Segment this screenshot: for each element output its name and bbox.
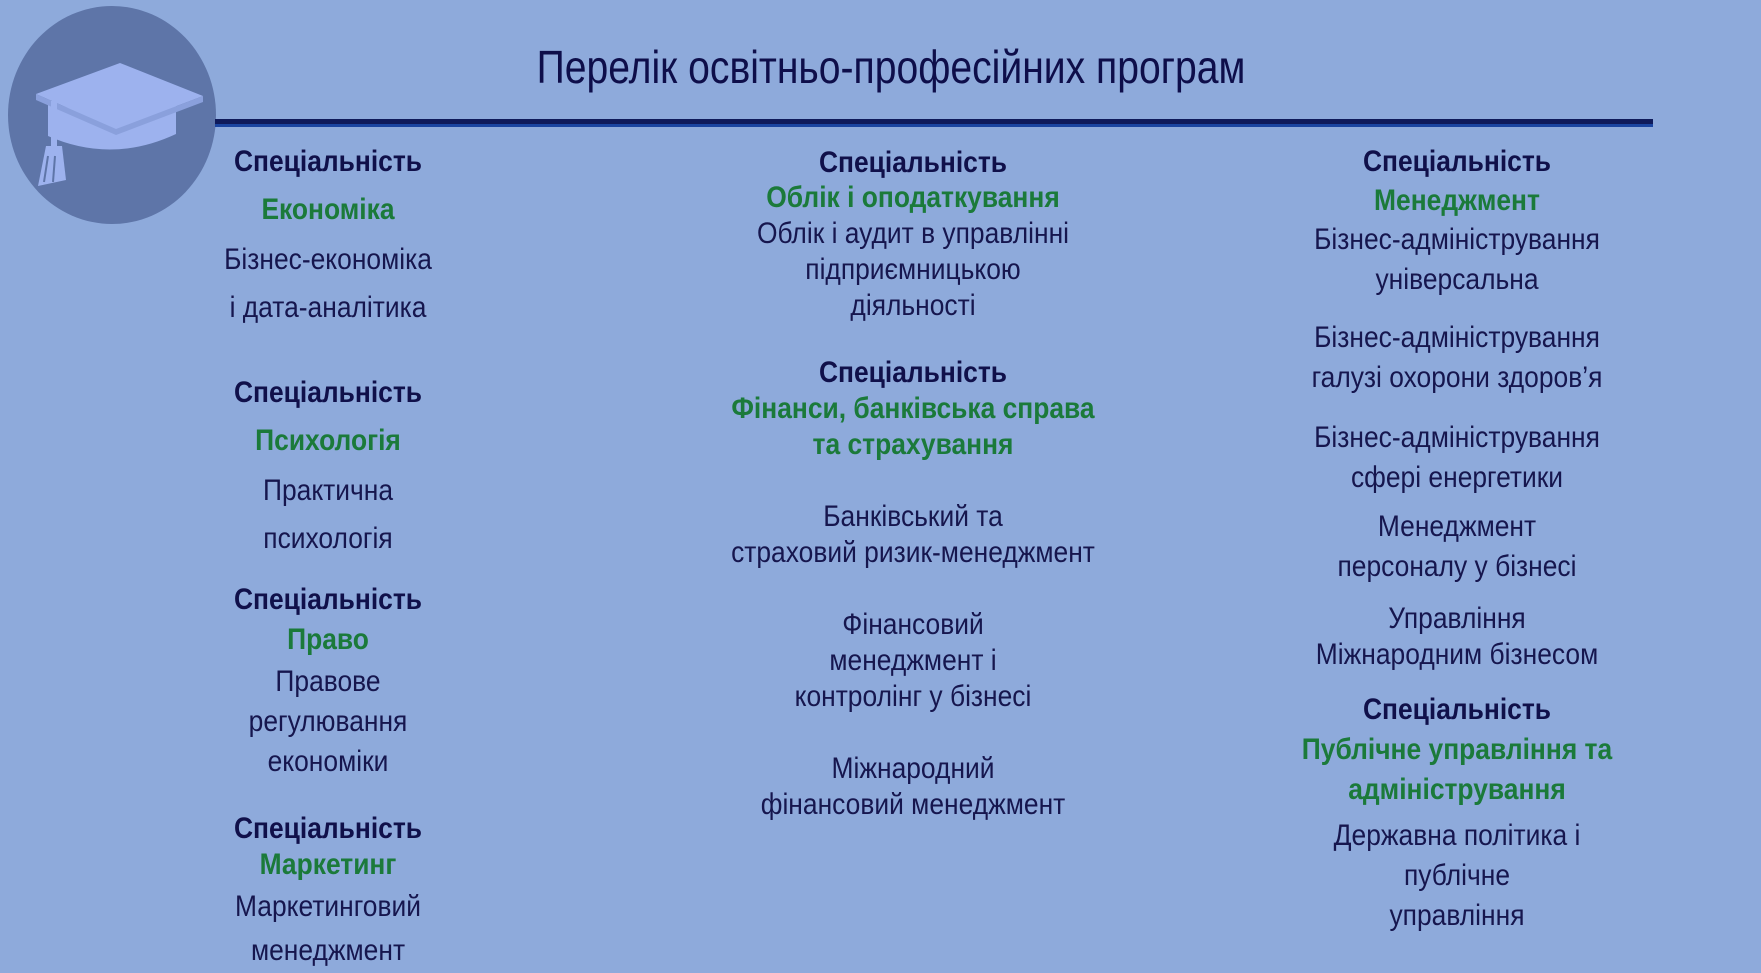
specialty-heading: Спеціальність — [233, 812, 423, 845]
program-item: Практична психологія — [262, 474, 394, 555]
graduation-cap-icon — [8, 6, 216, 224]
program-item: Бізнес-адміністрування галузі охорони здоров’я — [1311, 321, 1603, 394]
specialty-heading: Спеціальність — [1362, 145, 1552, 178]
program-item: Міжнародний фінансовий менеджмент — [760, 752, 1066, 821]
specialty-name: Право — [287, 623, 369, 656]
specialty-name: Маркетинг — [259, 848, 397, 881]
page-title: Перелік освітньо-професійних програм — [536, 41, 1246, 93]
specialty-heading: Спеціальність — [233, 583, 423, 616]
program-item: Маркетинговий менеджмент — [235, 890, 421, 967]
specialty-heading: Спеціальність — [233, 145, 423, 178]
program-item: Бізнес-економіка і дата-аналітика — [224, 243, 432, 324]
program-item: Облік і аудит в управлінні підприємницькою діяльності — [756, 217, 1070, 322]
program-item: Державна політика і публічне управління — [1333, 819, 1581, 932]
specialty-heading: Спеціальність — [818, 356, 1008, 389]
specialty-name: Менеджмент — [1374, 184, 1540, 217]
title-divider — [215, 119, 1653, 127]
specialty-name: Психологія — [255, 424, 401, 457]
program-item: Бізнес-адміністрування універсальна — [1314, 223, 1600, 296]
program-item: Управління Міжнародним бізнесом — [1315, 602, 1599, 671]
specialty-heading: Спеціальність — [1362, 693, 1552, 726]
program-item: Бізнес-адміністрування сфері енергетики — [1314, 421, 1600, 494]
specialty-heading: Спеціальність — [818, 146, 1008, 179]
specialty-name: Публічне управління та адміністрування — [1301, 733, 1613, 806]
logo — [8, 6, 216, 224]
specialty-heading: Спеціальність — [233, 376, 423, 409]
specialty-name: Облік і оподаткування — [766, 181, 1060, 214]
program-item: Правове регулювання економіки — [248, 665, 408, 778]
specialty-name: Фінанси, банківська справа та страхування — [731, 392, 1095, 461]
program-item: Банківський та страховий ризик-менеджмент — [731, 500, 1095, 569]
program-item: Менеджмент персоналу у бізнесі — [1337, 510, 1577, 583]
specialty-name: Економіка — [261, 193, 395, 226]
program-item: Фінансовий менеджмент і контролінг у бізнесі — [794, 608, 1032, 713]
